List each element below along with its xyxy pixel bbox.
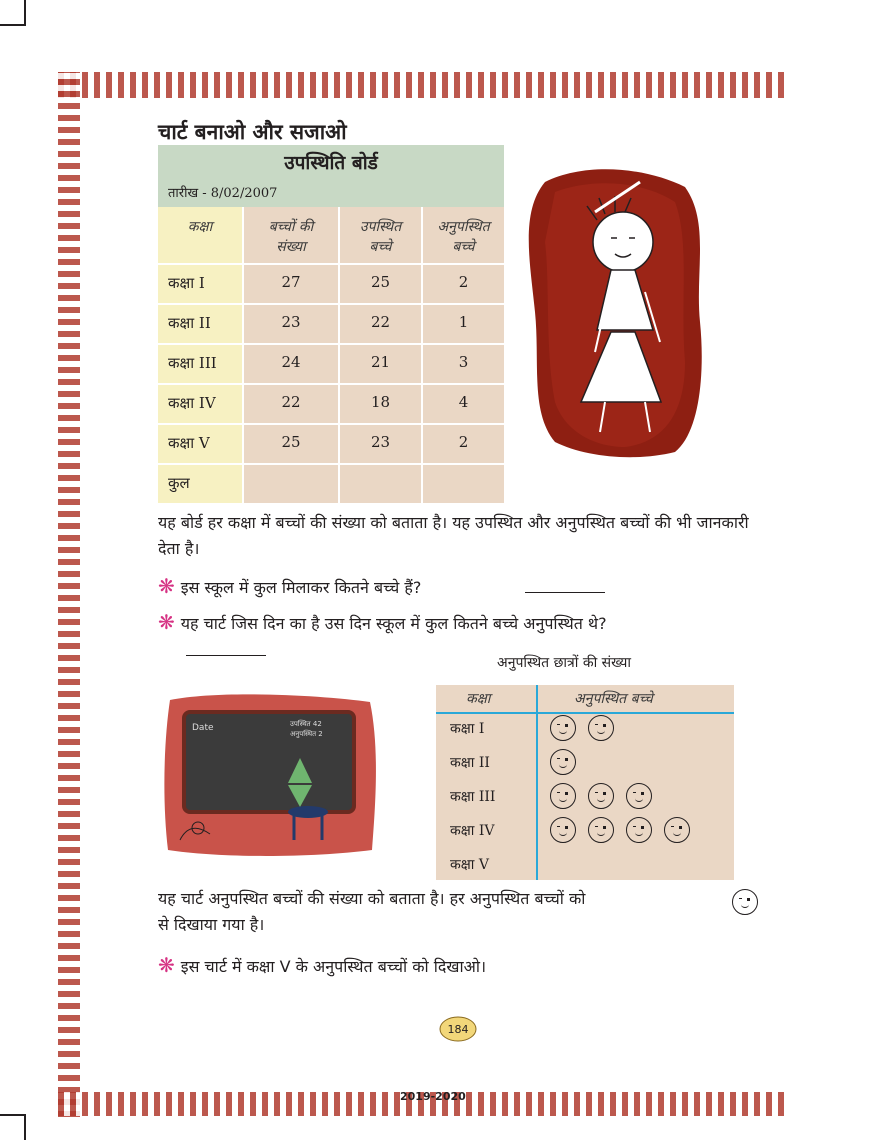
page-number: 184 <box>447 1023 469 1036</box>
divider <box>158 383 504 385</box>
answer-blank-1[interactable] <box>525 592 605 593</box>
header-present: उपस्थित बच्चे <box>359 219 402 255</box>
answer-blank-2[interactable] <box>186 655 266 656</box>
star-icon: ❋ <box>158 610 175 634</box>
page-number-badge <box>438 1012 478 1042</box>
paragraph-chart-text: यह चार्ट अनुपस्थित बच्चों की संख्या को बताता है। हर अनुपस्थित बच्चों को <box>158 889 586 908</box>
board-cell-total: 24 <box>281 353 301 371</box>
board-cell-total: 23 <box>281 313 301 331</box>
divider <box>158 463 504 465</box>
smiley-face-icon <box>550 715 576 741</box>
divider <box>158 343 504 345</box>
board-cell-total: 27 <box>281 273 301 291</box>
header-class: कक्षा <box>187 219 213 235</box>
divider <box>536 685 538 880</box>
star-icon: ❋ <box>158 953 175 977</box>
absent-chart-caption: अनुपस्थित छात्रों की संख्या <box>497 655 632 671</box>
absent-chart-class: कक्षा I <box>450 721 485 737</box>
absent-chart-header-absent: अनुपस्थित बच्चे <box>574 691 653 707</box>
crop-mark <box>24 0 26 26</box>
smiley-face-icon <box>550 817 576 843</box>
crop-mark <box>0 24 26 26</box>
girl-illustration <box>525 162 705 462</box>
absent-chart-header-class: कक्षा <box>466 691 491 707</box>
question-2 <box>158 609 798 637</box>
question-3-text: इस चार्ट में कक्षा V के अनुपस्थित बच्चों को दिखाओ। <box>180 957 487 976</box>
board-cell-absent: 4 <box>458 393 469 411</box>
board-cell-present: 18 <box>370 393 391 411</box>
question-1 <box>158 573 762 601</box>
board-cell-class: कक्षा IV <box>168 394 216 412</box>
board-cell-present: 21 <box>370 353 391 371</box>
board-title: उपस्थिति बोर्ड <box>284 152 378 174</box>
smiley-face-icon <box>626 783 652 809</box>
paragraph-board-info: यह बोर्ड हर कक्षा में बच्चों की संख्या को बताता है। यह उपस्थित और अनुपस्थित बच्चों की भी जानकारी देता है। <box>158 513 749 558</box>
absent-chart-class: कक्षा V <box>450 857 489 873</box>
absent-chart-class: कक्षा IV <box>450 823 495 839</box>
question-2-text: यह चार्ट जिस दिन का है उस दिन स्कूल में कुल कितने बच्चे अनुपस्थित थे? <box>180 614 607 633</box>
board-cell-absent: 1 <box>458 313 469 331</box>
crop-mark <box>0 1114 26 1116</box>
board-cell-total: 22 <box>281 393 301 411</box>
attendance-board <box>158 145 504 503</box>
divider <box>158 263 504 265</box>
board-cell-absent: 2 <box>458 273 469 291</box>
board-cell-present: 22 <box>370 313 391 331</box>
absent-chart <box>436 685 734 880</box>
board-cell-present: 25 <box>370 273 391 291</box>
smiley-face-icon <box>588 817 614 843</box>
board-cell-absent: 3 <box>458 353 469 371</box>
board-cell-class: कक्षा II <box>168 314 211 332</box>
crop-mark <box>24 1114 26 1140</box>
blackboard-absent: अनुपस्थित 2 <box>290 730 323 738</box>
absent-chart-class: कक्षा II <box>450 755 490 771</box>
divider <box>436 712 734 714</box>
blackboard-date: Date <box>192 723 214 733</box>
page-heading: चार्ट बनाओ और सजाओ <box>158 120 347 144</box>
footer-year: 2019-2020 <box>400 1090 466 1103</box>
header-total: बच्चों की संख्या <box>268 219 314 255</box>
question-3 <box>158 952 762 980</box>
paragraph-chart-info-2: से दिखाया गया है। <box>158 915 265 934</box>
board-cell-absent: 2 <box>458 433 469 451</box>
board-date: तारीख - 8/02/2007 <box>168 186 278 201</box>
smiley-face-icon <box>588 783 614 809</box>
blackboard-present: उपस्थित 42 <box>290 720 322 728</box>
blackboard-illustration <box>160 690 380 860</box>
board-cell-class: कक्षा I <box>168 274 205 292</box>
smiley-face-icon <box>550 749 576 775</box>
border-left <box>58 72 80 1117</box>
board-cell-present: 23 <box>370 433 391 451</box>
divider <box>158 423 504 425</box>
divider <box>158 303 504 305</box>
board-cell-class: कक्षा III <box>168 354 217 372</box>
smiley-face-icon <box>664 817 690 843</box>
smiley-face-icon <box>588 715 614 741</box>
border-top <box>58 72 784 98</box>
smiley-face-icon <box>626 817 652 843</box>
header-absent: अनुपस्थित बच्चे <box>437 219 490 255</box>
board-cell-class: कुल <box>168 474 190 492</box>
smiley-face-icon <box>550 783 576 809</box>
absent-chart-class: कक्षा III <box>450 789 496 805</box>
question-1-text: इस स्कूल में कुल मिलाकर कितने बच्चे हैं? <box>180 578 422 597</box>
star-icon: ❋ <box>158 574 175 598</box>
board-cell-class: कक्षा V <box>168 434 210 452</box>
board-cell-total: 25 <box>281 433 301 451</box>
paragraph-chart-info-1 <box>158 886 758 912</box>
